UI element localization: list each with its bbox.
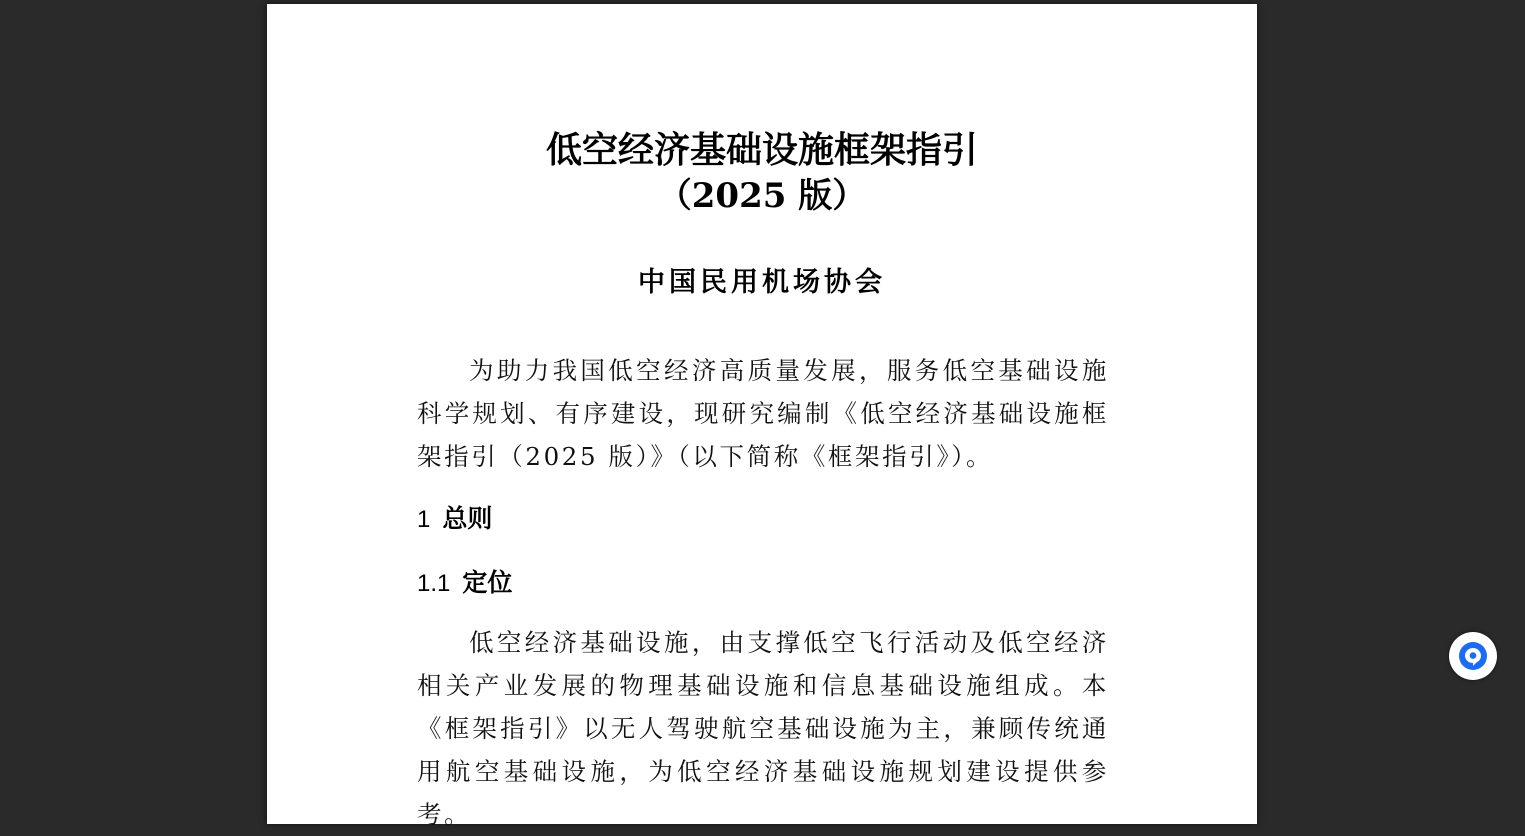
section-number: 1	[417, 506, 431, 533]
subsection-number: 1.1	[417, 570, 451, 597]
document-edition: （2025 版）	[657, 176, 867, 216]
assistant-chat-icon	[1458, 641, 1488, 671]
section-title: 总则	[442, 504, 493, 533]
subsection-heading-positioning	[417, 563, 512, 599]
floating-assistant-button[interactable]	[1449, 632, 1497, 680]
document-page	[267, 4, 1257, 829]
document-organization: 中国民用机场协会	[638, 267, 886, 298]
subsection-title: 定位	[462, 568, 513, 597]
document-title: 低空经济基础设施框架指引	[545, 129, 978, 171]
positioning-paragraph: 低空经济基础设施，由支撑低空飞行活动及低空经济相关产业发展的物理基础设施和信息基础设施组成。本《框架指引》以无人驾驶航空基础设施为主，兼顾传统通用航空基础设施，为低空经济基础设施规划建设提供参考。	[417, 628, 1109, 829]
section-heading-general	[417, 499, 492, 535]
intro-paragraph: 为助力我国低空经济高质量发展，服务低空基础设施科学规划、有序建设，现研究编制《低空经济基础设施框架指引（2025 版）》（以下简称《框架指引》）。	[417, 356, 1109, 471]
